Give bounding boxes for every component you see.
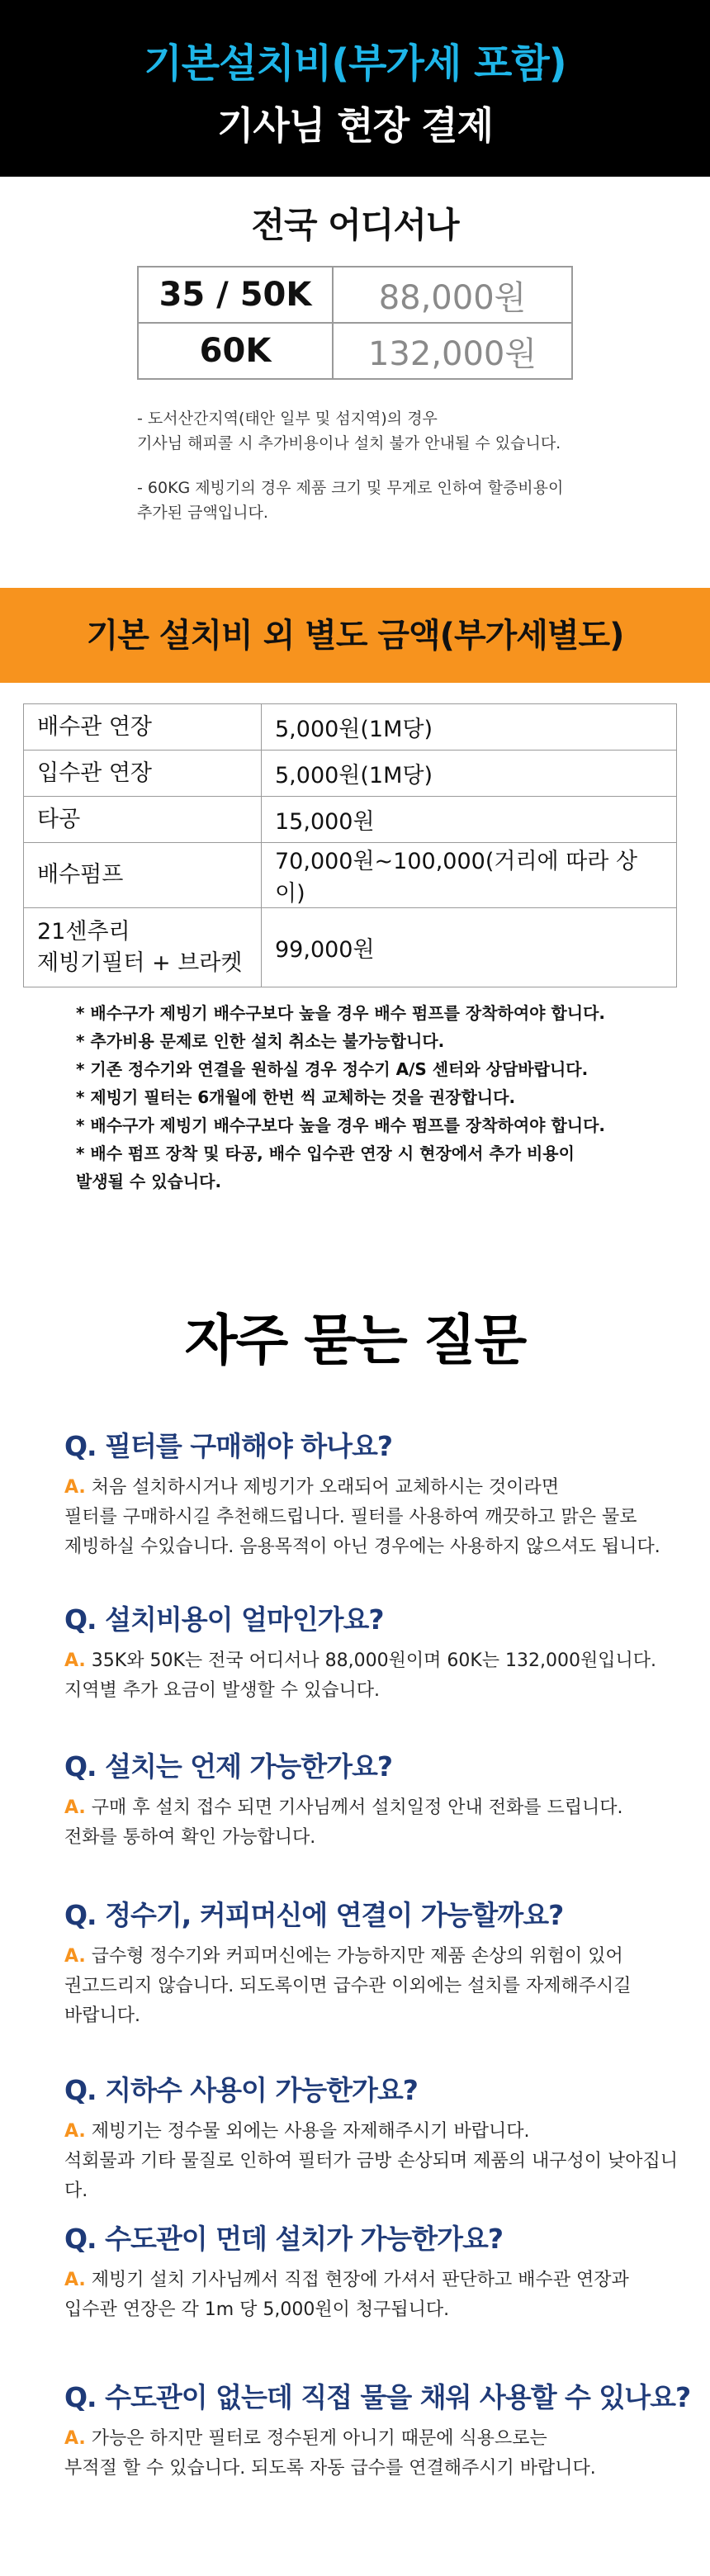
faq-answer: A. 가능은 하지만 필터로 정수된게 아니기 때문에 식용으로는 부적절 할 수 있습니다. 되도록 자동 급수를 연결해주시기 바랍니다.	[64, 2428, 596, 2479]
nationwide-title: 전국 어디서나	[251, 205, 459, 245]
capacity-cell: 35 / 50K	[138, 267, 333, 323]
faq-question: Q. 정수기, 커피머신에 연결이 가능할까요?	[64, 1899, 564, 1931]
faq-answer: A. 35K와 50K는 전국 어디서나 88,000원이며 60K는 132,000원입니다. 지역별 추가 요금이 발생할 수 있습니다.	[64, 1650, 656, 1701]
note-item: * 기존 정수기와 연결을 원하실 경우 정수기 A/S 센터와 상담바랍니다.	[76, 1059, 589, 1079]
faq-question: Q. 설치비용이 얼마인가요?	[64, 1603, 384, 1636]
faq-answer: A. 급수형 정수기와 커피머신에는 가능하지만 제품 손상의 위험이 있어 권고드리지 않습니다. 되도록이면 급수관 이외에는 설치를 자제해주시길 바랍니다.	[64, 1946, 632, 2026]
note-item: * 배수 펌프 장착 및 타공, 배수 입수관 연장 시 현장에서 추가 비용이 발생될 수 있습니다.	[76, 1144, 575, 1191]
faq-question: Q. 수도관이 없는데 직접 물을 채워 사용할 수 있나요?	[64, 2381, 691, 2413]
base-price-notes	[137, 406, 665, 545]
faq-title: 자주 묻는 질문	[184, 1309, 526, 1372]
faq-question: Q. 수도관이 먼데 설치가 가능한가요?	[64, 2223, 503, 2255]
faq-answer: A. 제빙기 설치 기사님께서 직접 현장에 가셔서 판단하고 배수관 연장과 입수관 연장은 각 1m 당 5,000원이 청구됩니다.	[64, 2270, 629, 2320]
hero-title-install-fee: 기본설치비(부가세 포함)	[144, 40, 566, 87]
extra-cost-title: 기본 설치비 외 별도 금액(부가세별도)	[86, 617, 624, 655]
item-cell: 21센추리 제빙기필터 + 브라켓	[24, 908, 262, 987]
table-row	[24, 843, 677, 908]
price-cell: 15,000원	[262, 797, 677, 843]
faq-answer: A. 구매 후 설치 접수 되면 기사님께서 설치일정 안내 전화를 드립니다. 전화를 통하여 확인 가능합니다.	[64, 1797, 623, 1848]
table-row	[24, 704, 677, 751]
faq-question: Q. 필터를 구매해야 하나요?	[64, 1430, 392, 1462]
note-60kg-surcharge: - 60KG 제빙기의 경우 제품 크기 및 무게로 인하여 할증비용이 추가된 금액입니다.	[137, 479, 564, 522]
faq-item-groundwater	[64, 2072, 692, 2206]
note-remote-area: - 도서산간지역(태안 일부 및 섬지역)의 경우 기사님 해피콜 시 추가비용이나 설치 불가 안내될 수 있습니다.	[137, 410, 561, 452]
faq-answer: A. 처음 설치하시거나 제빙기가 오래되어 교체하시는 것이라면 필터를 구매하시길 추천해드립니다. 필터를 사용하여 깨끗하고 맑은 물로 제빙하실 수있습니다. 음용목적이 아닌 경우에는 사용하지 않으셔도 됩니다.	[64, 1477, 660, 1557]
item-cell: 입수관 연장	[24, 751, 262, 797]
item-cell: 타공	[24, 797, 262, 843]
item-cell: 배수관 연장	[24, 704, 262, 751]
table-row	[24, 751, 677, 797]
item-cell: 배수펌프	[24, 843, 262, 908]
note-item: * 배수구가 제빙기 배수구보다 높을 경우 배수 펌프를 장착하여야 합니다.	[76, 1003, 606, 1023]
faq-item-install-schedule	[64, 1749, 692, 1853]
note-item: * 배수구가 제빙기 배수구보다 높을 경우 배수 펌프를 장착하여야 합니다.	[76, 1115, 606, 1135]
faq-answer: A. 제빙기는 정수물 외에는 사용을 자제해주시기 바랍니다. 석회물과 기타 물질로 인하여 필터가 금방 손상되며 제품의 내구성이 낮아집니다.	[64, 2121, 679, 2201]
hero-banner	[0, 0, 710, 177]
price-cell: 70,000원~100,000(거리에 따라 상이)	[262, 843, 677, 908]
extra-cost-notes	[76, 999, 670, 1196]
faq-item-connection	[64, 1897, 692, 2031]
faq-question: Q. 설치는 언제 가능한가요?	[64, 1750, 392, 1783]
table-row	[24, 908, 677, 987]
extra-cost-table	[23, 703, 677, 987]
note-item: * 제빙기 필터는 6개월에 한번 씩 교체하는 것을 권장합니다.	[76, 1087, 516, 1107]
capacity-cell: 60K	[138, 323, 333, 379]
price-cell: 5,000원(1M당)	[262, 751, 677, 797]
faq-item-distant-pipe	[64, 2221, 692, 2325]
price-cell: 99,000원	[262, 908, 677, 987]
table-row	[24, 797, 677, 843]
price-cell: 88,000원	[333, 267, 572, 323]
faq-item-no-pipe	[64, 2379, 692, 2484]
price-row	[138, 267, 572, 323]
faq-item-filter	[64, 1428, 692, 1562]
faq-question: Q. 지하수 사용이 가능한가요?	[64, 2074, 418, 2106]
price-row	[138, 323, 572, 379]
hero-title-onsite-payment: 기사님 현장 결제	[216, 103, 494, 148]
base-price-table	[137, 266, 573, 380]
price-cell: 5,000원(1M당)	[262, 704, 677, 751]
note-item: * 추가비용 문제로 인한 설치 취소는 불가능합니다.	[76, 1031, 445, 1051]
faq-item-install-cost	[64, 1602, 692, 1706]
price-cell: 132,000원	[333, 323, 572, 379]
